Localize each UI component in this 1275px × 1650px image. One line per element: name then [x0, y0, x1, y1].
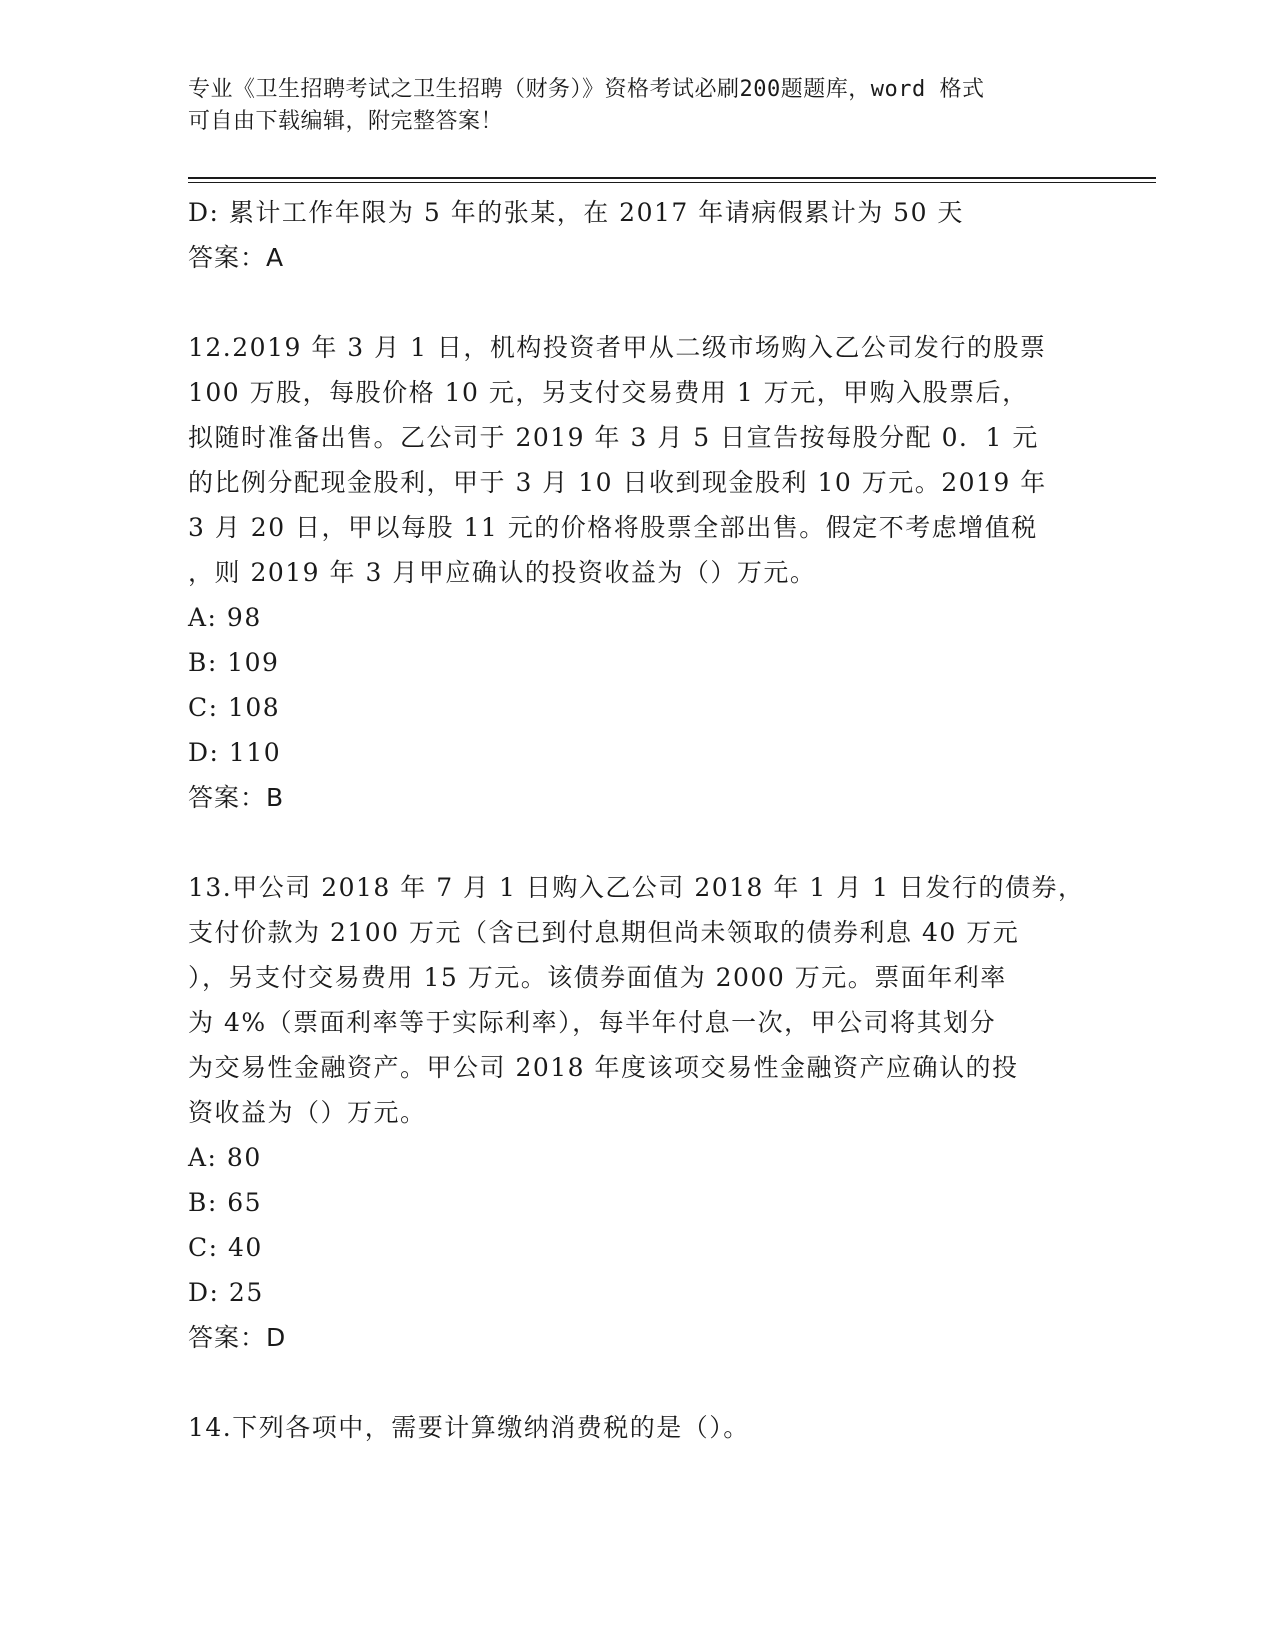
option-d: D: 25 [188, 1278, 264, 1307]
question-stem-line: 13.甲公司 2018 年 7 月 1 日购入乙公司 2018 年 1 月 1 日发行的债券， [188, 873, 1085, 902]
header-line-2: 可自由下载编辑，附完整答案！ [188, 109, 504, 134]
question-stem-line: 资收益为（）万元。 [188, 1098, 427, 1127]
question-12 [188, 325, 1088, 820]
answer-line: 答案：B [188, 783, 285, 812]
question-11-tail [188, 190, 1088, 280]
question-stem-line: 14.下列各项中，需要计算缴纳消费税的是（）。 [188, 1413, 750, 1442]
option-d: D: 累计工作年限为 5 年的张某，在 2017 年请病假累计为 50 天 [188, 198, 964, 227]
question-stem-line: 支付价款为 2100 万元（含已到付息期但尚未领取的债券利息 40 万元 [188, 918, 1020, 947]
option-a: A: 80 [188, 1143, 262, 1172]
option-a: A: 98 [188, 603, 262, 632]
document-body [188, 190, 1088, 1450]
question-stem-line: 的比例分配现金股利，甲于 3 月 10 日收到现金股利 10 万元。2019 年 [188, 468, 1047, 497]
question-stem-line: 为 4%（票面利率等于实际利率），每半年付息一次，甲公司将其划分 [188, 1008, 997, 1037]
spacer [188, 280, 1088, 325]
option-d: D: 110 [188, 738, 282, 767]
question-stem-line: 为交易性金融资产。甲公司 2018 年度该项交易性金融资产应确认的投 [188, 1053, 1019, 1082]
header-line-1: 专业《卫生招聘考试之卫生招聘（财务）》资格考试必刷200题题库，word 格式 [188, 77, 985, 102]
question-stem-line: 3 月 20 日，甲以每股 11 元的价格将股票全部出售。假定不考虑增值税 [188, 513, 1038, 542]
question-stem-line: ，则 2019 年 3 月甲应确认的投资收益为（）万元。 [188, 558, 817, 587]
question-stem-line: 拟随时准备出售。乙公司于 2019 年 3 月 5 日宣告按每股分配 0．1 元 [188, 423, 1039, 452]
header-divider [188, 177, 1156, 183]
option-c: C: 40 [188, 1233, 263, 1262]
question-stem-line: 100 万股，每股价格 10 元，另支付交易费用 1 万元，甲购入股票后， [188, 378, 1029, 407]
answer-line: 答案：D [188, 1323, 287, 1352]
spacer [188, 820, 1088, 865]
spacer [188, 1360, 1088, 1405]
option-b: B: 65 [188, 1188, 263, 1217]
document-header [188, 74, 1088, 138]
question-13 [188, 865, 1088, 1360]
question-stem-line: 12.2019 年 3 月 1 日，机构投资者甲从二级市场购入乙公司发行的股票 [188, 333, 1047, 362]
option-c: C: 108 [188, 693, 281, 722]
question-14 [188, 1405, 1088, 1450]
question-stem-line: ），另支付交易费用 15 万元。该债券面值为 2000 万元。票面年利率 [188, 963, 1007, 992]
answer-line: 答案：A [188, 243, 285, 272]
option-b: B: 109 [188, 648, 280, 677]
